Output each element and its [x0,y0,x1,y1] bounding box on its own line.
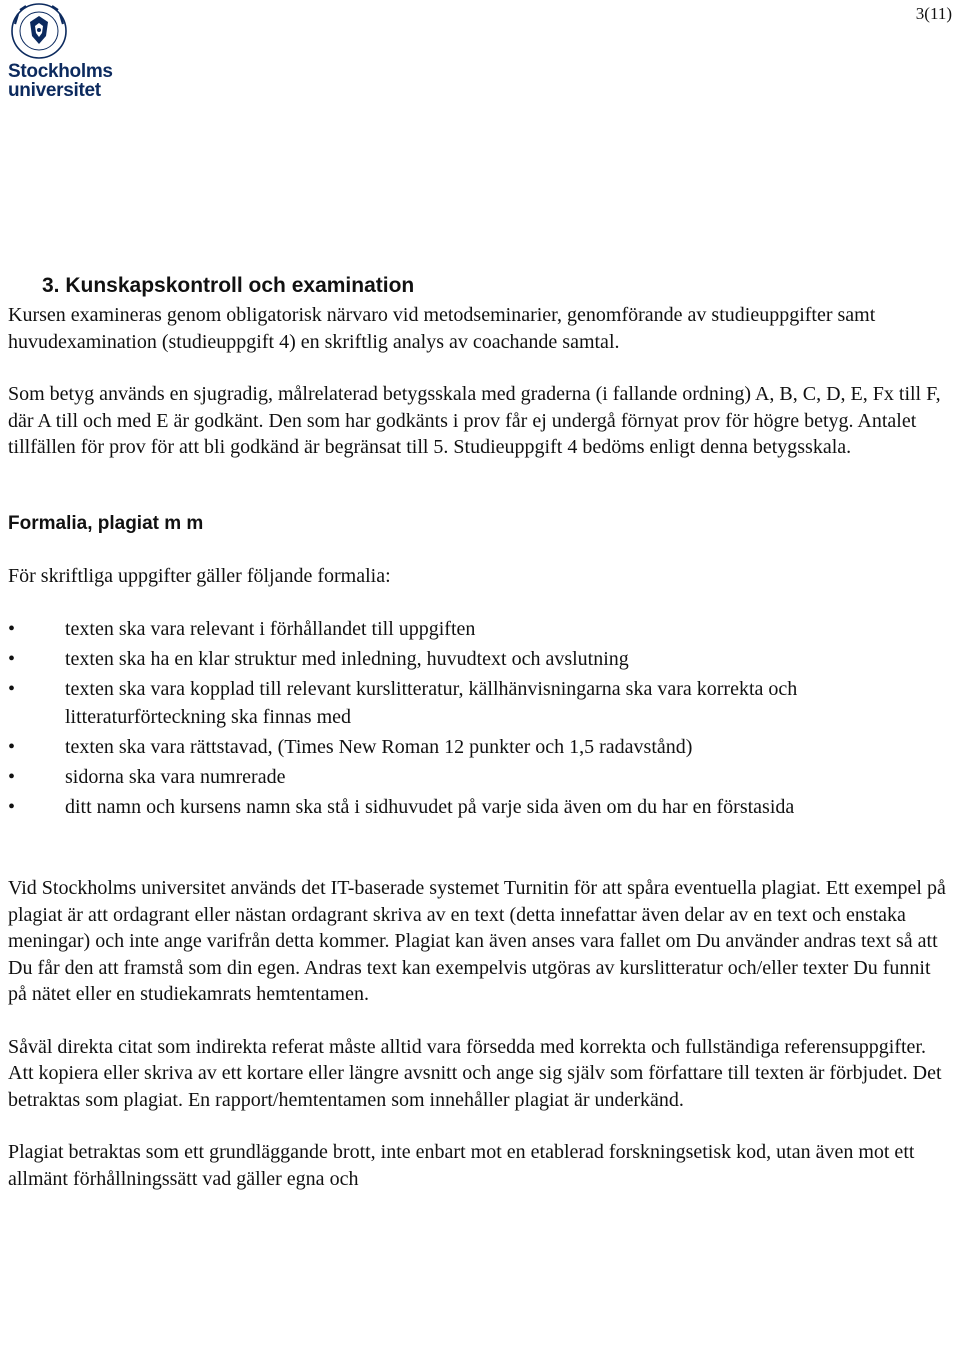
university-seal-icon [6,2,72,60]
bullet-icon: • [8,678,16,700]
turnitin-paragraph: Vid Stockholms universitet används det IT-baserade systemet Turnitin för att spåra eventuella plagiat. Ett exempel på plagiat är att ordagrant eller nästan ordagrant skriva av en text (detta innefattar även delar av en text och enstaka meningar) och inte ange varifrån detta kommer. Plagiat kan även anses vara fallet om Du använder andras text så att Du får den att framstå som din egen. Andras text kan exempelvis utgöras av kurslitteratur och/eller texter Du funnit på nätet eller en studiekamrats hemtentamen. [8,877,946,1005]
list-item-text: ditt namn och kursens namn ska stå i sidhuvudet på varje sida även om du har en förstasida [65,796,795,818]
list-item [8,733,948,761]
logo-wordmark [8,62,113,100]
grading-paragraph: Som betyg används en sjugradig, målrelaterad betygsskala med graderna (i fallande ordning) A, B, C, D, E, Fx till F, där A till och med E är godkänt. Den som har godkänts i prov får ej undergå förnyat prov för högre betyg. Antalet tillfällen för prov för att bli godkänd är begränsat till 5. Studieuppgift 4 bedöms enligt denna betygsskala. [8,383,941,458]
page-number: 3(11) [915,4,952,23]
bullet-icon: • [8,736,16,758]
list-item-text: texten ska vara kopplad till relevant kurslitteratur, källhänvisningarna ska vara korrekta och litteraturförteckning ska finnas med [65,678,798,728]
document-body [8,272,948,1192]
examination-paragraph: Kursen examineras genom obligatorisk närvaro vid metodseminarier, genomförande av studieuppgifter samt huvudexamination (studieuppgift 4) en skriftlig analys av coachande samtal. [8,304,876,353]
stockholms-universitet-logo [6,2,128,102]
bullet-icon: • [8,618,16,640]
list-item [8,763,948,791]
list-item-text: texten ska vara relevant i förhållandet till uppgiften [65,618,476,640]
logo-line-2: universitet [8,80,101,101]
list-item [8,645,948,673]
bullet-icon: • [8,648,16,670]
list-item [8,615,948,643]
formalia-intro: För skriftliga uppgifter gäller följande formalia: [8,564,391,587]
bullet-icon: • [8,796,16,818]
list-item [8,793,948,821]
bullet-icon: • [8,766,16,788]
citation-paragraph: Såväl direkta citat som indirekta referat måste alltid vara försedda med korrekta och fullständiga referensuppgifter. Att kopiera eller skriva av ett kortare eller längre avsnitt och ange sig själv som författare till texten är förbjudet. Det betraktas som plagiat. En rapport/hemtentamen som innehåller plagiat är underkänd. [8,1035,942,1111]
plagiarism-paragraph: Plagiat betraktas som ett grundläggande brott, inte enbart mot en etablerad forskningsetisk kod, utan även mot ett allmänt förhållningssätt vad gäller egna och [8,1141,915,1190]
logo-line-1: Stockholms [8,61,113,82]
list-item [8,675,948,731]
section-heading: 3. Kunskapskontroll och examination [42,274,415,297]
list-item-text: sidorna ska vara numrerade [65,766,286,788]
formalia-heading: Formalia, plagiat m m [8,512,204,534]
list-item-text: texten ska vara rättstavad, (Times New Roman 12 punkter och 1,5 radavstånd) [65,736,693,758]
formalia-list [8,615,948,821]
list-item-text: texten ska ha en klar struktur med inledning, huvudtext och avslutning [65,648,629,670]
